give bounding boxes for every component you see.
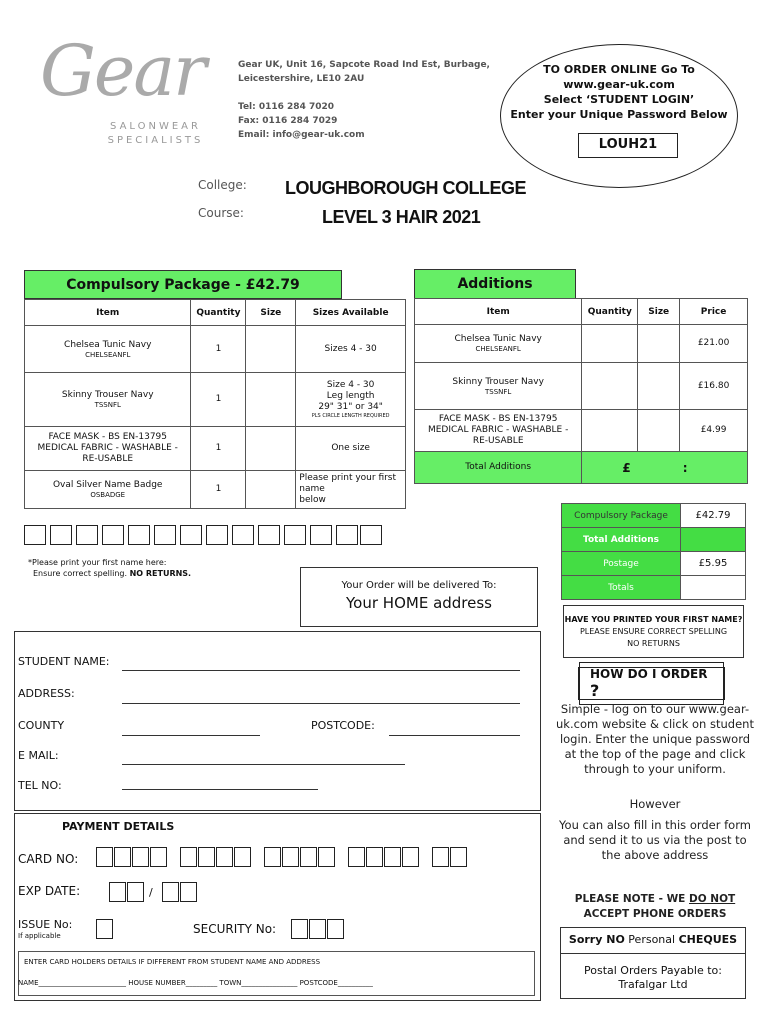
- order-online-url[interactable]: www.gear-uk.com: [563, 78, 675, 91]
- size-input[interactable]: [638, 325, 680, 363]
- note-part-2: ACCEPT PHONE ORDERS: [583, 908, 727, 920]
- currency: £: [622, 460, 631, 475]
- cheques: CHEQUES: [678, 933, 738, 946]
- order-online-text: [500, 62, 738, 122]
- card-digit-box[interactable]: [318, 847, 335, 867]
- printed-note-line-1: HAVE YOU PRINTED YOUR FIRST NAME?: [564, 615, 743, 624]
- col-item: Item: [25, 300, 191, 326]
- col-size: Size: [246, 300, 296, 326]
- name-char-box[interactable]: [284, 525, 306, 545]
- card-digit-box[interactable]: [114, 847, 131, 867]
- name-char-box[interactable]: [128, 525, 150, 545]
- postal-orders: Postal Orders Payable to:: [584, 964, 722, 977]
- card-digit-box[interactable]: [234, 847, 251, 867]
- table-row: [25, 326, 406, 373]
- exp-date-label: EXP DATE:: [18, 884, 81, 898]
- item-code: CHELSEANFL: [475, 345, 521, 353]
- circle-length-note: PLS CIRCLE LENGTH REQUIRED: [311, 413, 390, 419]
- item-name: Skinny Trouser Navy: [61, 390, 154, 400]
- card-digit-box[interactable]: [366, 847, 383, 867]
- address-input[interactable]: [122, 703, 520, 704]
- company-contact: [238, 58, 490, 142]
- item-code: OSBADGE: [90, 491, 126, 499]
- course-label: Course:: [198, 206, 244, 220]
- course-value: LEVEL 3 HAIR 2021: [322, 207, 481, 227]
- email: Email: info@gear-uk.com: [238, 130, 365, 140]
- tel: Tel: 0116 284 7020: [238, 102, 335, 112]
- postcode-input[interactable]: [389, 735, 520, 736]
- item-price: £16.80: [680, 363, 748, 410]
- col-price: Price: [680, 299, 748, 325]
- item-code: TSSNFL: [94, 401, 121, 409]
- sizes-available: Please print your first name below: [296, 471, 406, 509]
- order-summary: [561, 503, 746, 600]
- card-digit-box[interactable]: [432, 847, 449, 867]
- sizes-available: Sizes 4 - 30: [296, 326, 406, 373]
- delivery-value: Your HOME address: [346, 594, 492, 612]
- security-digit-box[interactable]: [327, 919, 344, 939]
- total-additions-label: Total Additions: [415, 452, 582, 484]
- printed-name-note: [563, 605, 744, 658]
- question-icon: ?: [590, 681, 600, 700]
- summary-row: [562, 528, 746, 552]
- name-char-box[interactable]: [102, 525, 124, 545]
- qty-input[interactable]: [582, 325, 638, 363]
- address-line-2: Leicestershire, LE10 2AU: [238, 74, 365, 84]
- printed-note-line-2: PLEASE ENSURE CORRECT SPELLING: [579, 627, 728, 636]
- note-part-1: PLEASE NOTE - WE: [574, 893, 689, 905]
- card-digit-box[interactable]: [282, 847, 299, 867]
- card-holder-line[interactable]: NAME_________________________ HOUSE NUMBER_________ TOWN________________ POSTCODE__________: [18, 979, 373, 987]
- card-digit-box[interactable]: [450, 847, 467, 867]
- summary-row: [562, 552, 746, 576]
- card-holder-note: ENTER CARD HOLDERS DETAILS IF DIFFERENT FROM STUDENT NAME AND ADDRESS: [24, 958, 321, 966]
- how-text: Simple - log on to our www.gear-uk.com website & click on student login. Enter the unique password at the top of the page and click through to your uniform.: [556, 702, 754, 776]
- summary-value[interactable]: [681, 528, 746, 552]
- item-name: FACE MASK - BS EN-13795 MEDICAL FABRIC - WASHABLE - RE-USABLE: [25, 427, 191, 471]
- name-char-box[interactable]: [360, 525, 382, 545]
- student-name-input[interactable]: [122, 670, 520, 671]
- size-input[interactable]: [246, 427, 296, 471]
- how-label: HOW DO I ORDER: [590, 667, 708, 681]
- name-char-box[interactable]: [24, 525, 46, 545]
- cheques-box: [560, 927, 746, 999]
- tel-input[interactable]: [122, 789, 318, 790]
- col-quantity: Quantity: [582, 299, 638, 325]
- name-char-box[interactable]: [50, 525, 72, 545]
- card-digit-box[interactable]: [402, 847, 419, 867]
- county-label: COUNTY: [18, 719, 65, 732]
- size-input[interactable]: [246, 326, 296, 373]
- item-name: Chelsea Tunic Navy: [64, 339, 152, 350]
- card-digit-box[interactable]: [216, 847, 233, 867]
- email-input[interactable]: [122, 764, 405, 765]
- item-qty: 1: [191, 373, 246, 427]
- col-item: Item: [415, 299, 582, 325]
- name-char-box[interactable]: [232, 525, 254, 545]
- sorry: Sorry: [568, 933, 607, 946]
- postcode-label: POSTCODE:: [311, 719, 375, 732]
- summary-row: [562, 576, 746, 600]
- issue-no-box[interactable]: [96, 919, 113, 939]
- item-qty: 1: [191, 326, 246, 373]
- table-row: [25, 471, 406, 509]
- qty-input[interactable]: [582, 410, 638, 452]
- item-name: Oval Silver Name Badge: [52, 480, 163, 490]
- however-text: However: [629, 797, 681, 811]
- exp-month-box[interactable]: [127, 882, 144, 902]
- card-digit-box[interactable]: [132, 847, 149, 867]
- total-additions-row: [415, 452, 748, 484]
- size-input[interactable]: [246, 373, 296, 427]
- student-name-label: STUDENT NAME:: [18, 655, 110, 668]
- name-char-box[interactable]: [336, 525, 358, 545]
- name-char-box[interactable]: [154, 525, 176, 545]
- table-row: [415, 410, 748, 452]
- logo-sub-1: SALONWEAR: [110, 121, 201, 132]
- college-label: College:: [198, 178, 247, 192]
- delivery-box: [300, 567, 538, 627]
- col-quantity: Quantity: [191, 300, 246, 326]
- note-do-not: DO NOT: [689, 893, 736, 905]
- sizes-available: One size: [296, 427, 406, 471]
- how-do-i-order-button[interactable]: [579, 662, 724, 705]
- summary-value: £42.79: [681, 504, 746, 528]
- fax: Fax: 0116 284 7029: [238, 116, 338, 126]
- item-name: Chelsea Tunic Navy: [454, 334, 542, 344]
- card-digit-box[interactable]: [180, 847, 197, 867]
- item-name: Skinny Trouser Navy: [452, 376, 544, 387]
- summary-value: £5.95: [681, 552, 746, 576]
- summary-label: Totals: [562, 576, 681, 600]
- summary-value[interactable]: [681, 576, 746, 600]
- item-code: TSSNFL: [485, 387, 512, 396]
- logo-sub-2: SPECIALISTS: [107, 135, 204, 146]
- name-char-box[interactable]: [206, 525, 228, 545]
- logo-subtitle: [98, 120, 213, 148]
- card-no-label: CARD NO:: [18, 852, 79, 866]
- how-do-i-order-box: [578, 667, 725, 700]
- no-returns: NO RETURNS.: [129, 569, 192, 578]
- card-digit-box[interactable]: [96, 847, 113, 867]
- card-digit-box[interactable]: [198, 847, 215, 867]
- security-digit-box[interactable]: [309, 919, 326, 939]
- table-row: [415, 325, 748, 363]
- order-online-line-1: TO ORDER ONLINE Go To: [543, 63, 695, 76]
- additions-header: Additions: [414, 269, 576, 299]
- item-qty: 1: [191, 471, 246, 509]
- name-note-line-1: *Please print your first name here:: [28, 558, 167, 567]
- personal: Personal: [624, 933, 679, 946]
- unique-password: LOUH21: [578, 133, 678, 158]
- card-digit-box[interactable]: [264, 847, 281, 867]
- total-additions-value[interactable]: [582, 452, 748, 484]
- email-label: E MAIL:: [18, 749, 59, 762]
- exp-month-box[interactable]: [109, 882, 126, 902]
- exp-year-box[interactable]: [180, 882, 197, 902]
- order-online-line-3: Select ‘STUDENT LOGIN’: [543, 93, 695, 106]
- issue-no-sub: If applicable: [18, 932, 61, 940]
- size-input[interactable]: [246, 471, 296, 509]
- compulsory-table: [24, 299, 406, 509]
- exp-year-box[interactable]: [162, 882, 179, 902]
- college-value: LOUGHBOROUGH COLLEGE: [285, 178, 526, 198]
- payee: Trafalgar Ltd: [618, 978, 688, 991]
- county-input[interactable]: [122, 735, 260, 736]
- sizes-available: Size 4 - 30 Leg length 29" 31" or 34": [318, 380, 383, 412]
- table-row: [25, 373, 406, 427]
- name-char-box[interactable]: [310, 525, 332, 545]
- address-line-1: Gear UK, Unit 16, Sapcote Road Ind Est, Burbage,: [238, 60, 490, 70]
- card-digit-box[interactable]: [300, 847, 317, 867]
- additions-table: [414, 298, 748, 484]
- qty-input[interactable]: [582, 363, 638, 410]
- gear-logo: Gear: [40, 30, 205, 112]
- name-note: [28, 557, 191, 579]
- name-note-line-2: Ensure correct spelling.: [33, 569, 130, 578]
- table-row: [415, 363, 748, 410]
- item-price: £21.00: [680, 325, 748, 363]
- order-online-line-4: Enter your Unique Password Below: [510, 108, 728, 121]
- issue-no-label: ISSUE No:: [18, 918, 73, 931]
- item-name: FACE MASK - BS EN-13795 MEDICAL FABRIC - WASHABLE - RE-USABLE: [415, 410, 582, 452]
- exp-slash: /: [149, 886, 153, 899]
- summary-label: Total Additions: [562, 528, 681, 552]
- delivery-label: Your Order will be delivered To:: [341, 580, 497, 591]
- name-char-box[interactable]: [180, 525, 202, 545]
- no: NO: [606, 933, 625, 946]
- compulsory-package-header: Compulsory Package - £42.79: [24, 270, 342, 299]
- col-sizes-available: Sizes Available: [296, 300, 406, 326]
- item-code: CHELSEANFL: [85, 350, 131, 359]
- address-label: ADDRESS:: [18, 687, 75, 700]
- card-digit-box[interactable]: [150, 847, 167, 867]
- post-text: You can also fill in this order form and send it to us via the post to the above address: [559, 818, 751, 862]
- item-qty: 1: [191, 427, 246, 471]
- size-input[interactable]: [638, 410, 680, 452]
- table-row: [25, 427, 406, 471]
- name-char-box[interactable]: [258, 525, 280, 545]
- phone-orders-note: [555, 892, 755, 922]
- printed-note-line-3: NO RETURNS: [627, 639, 680, 648]
- card-digit-box[interactable]: [384, 847, 401, 867]
- security-no-label: SECURITY No:: [193, 922, 277, 936]
- item-price: £4.99: [680, 410, 748, 452]
- name-char-box[interactable]: [76, 525, 98, 545]
- summary-row: [562, 504, 746, 528]
- colon: :: [682, 460, 688, 475]
- col-size: Size: [638, 299, 680, 325]
- card-digit-box[interactable]: [348, 847, 365, 867]
- payment-title: PAYMENT DETAILS: [62, 820, 175, 833]
- tel-label: TEL NO:: [18, 779, 62, 792]
- summary-label: Compulsory Package: [562, 504, 681, 528]
- summary-label: Postage: [562, 552, 681, 576]
- size-input[interactable]: [638, 363, 680, 410]
- security-digit-box[interactable]: [291, 919, 308, 939]
